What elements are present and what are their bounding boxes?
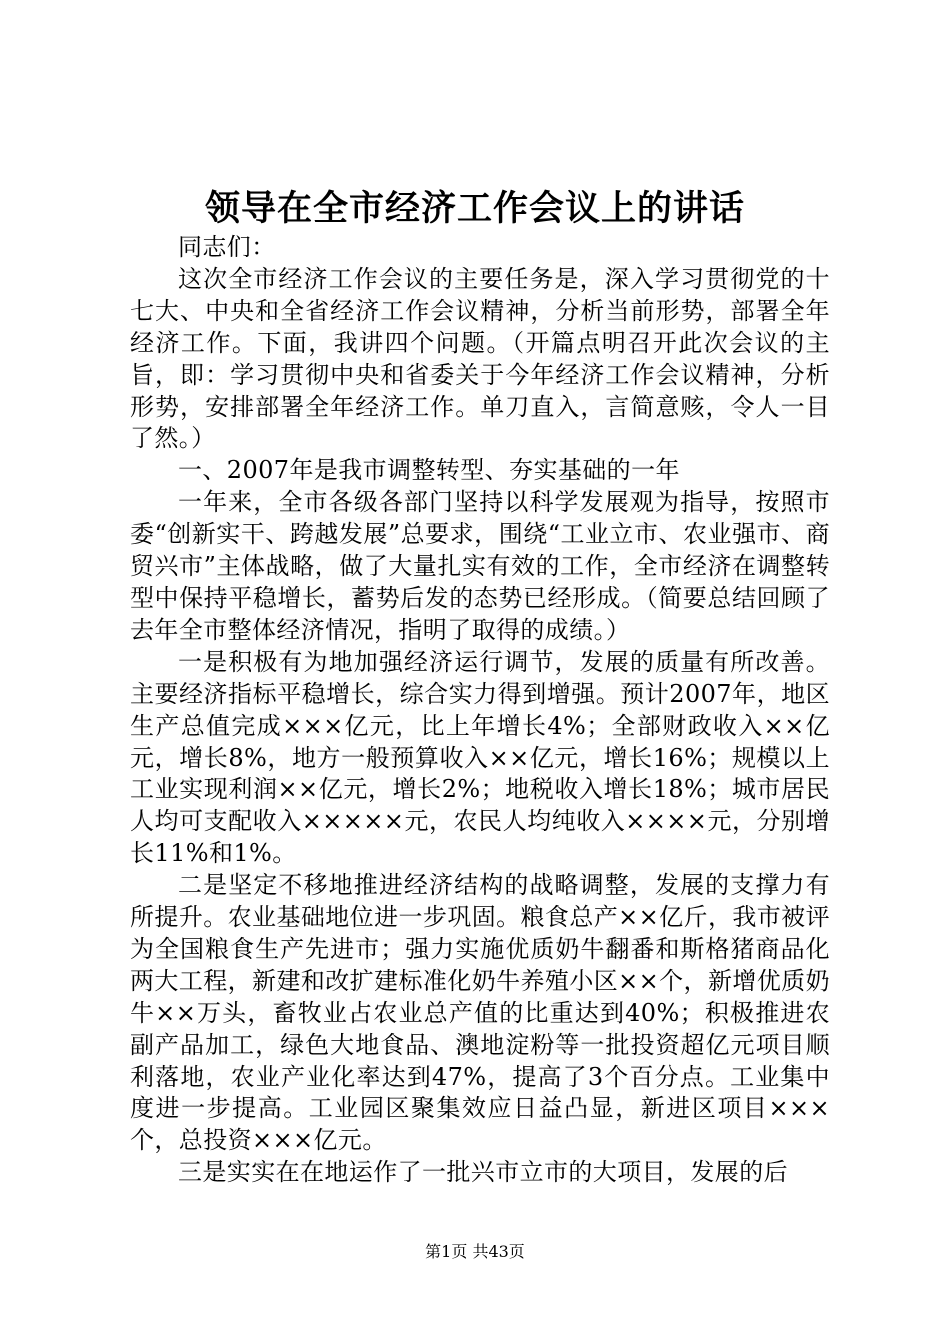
summary-paragraph: 一年来，全市各级各部门坚持以科学发展观为指导，按照市委“创新实干、跨越发展”总要求，围绕“工业立市、农业强市、商贸兴市”主体战略，做了大量扎实有效的工作，全市经济在调整转型中保持平稳增长，蓄势后发的态势已经形成。（简要总结回顾了去年全市整体经济情况，指明了取得的成绩。） (130, 488, 830, 644)
section-heading-1: 一、2007年是我市调整转型、夯实基础的一年 (178, 456, 680, 485)
point-three-paragraph: 三是实实在在地运作了一批兴市立市的大项目，发展的后 (178, 1158, 788, 1187)
point-two-paragraph: 二是坚定不移地推进经济结构的战略调整，发展的支撑力有所提升。农业基础地位进一步巩固。粮食总产××亿斤，我市被评为全国粮食生产先进市；强力实施优质奶牛翻番和斯格猪商品化两大工程，新建和改扩建标准化奶牛养殖小区××个，新增优质奶牛××万头，畜牧业占农业总产值的比重达到40%；积极推进农副产品加工，绿色大地食品、澳地淀粉等一批投资超亿元项目顺利落地，农业产业化率达到47%，提高了3个百分点。工业集中度进一步提高。工业园区聚集效应日益凸显，新进区项目×××个，总投资×××亿元。 (130, 871, 830, 1155)
salutation: 同志们： (178, 233, 276, 261)
document-title: 领导在全市经济工作会议上的讲话 (204, 188, 745, 229)
page-footer: 第1页 共43页 (425, 1242, 525, 1261)
intro-paragraph: 这次全市经济工作会议的主要任务是，深入学习贯彻党的十七大、中央和全省经济工作会议精神，分析当前形势，部署全年经济工作。下面，我讲四个问题。（开篇点明召开此次会议的主旨，即：学习贯彻中央和省委关于今年经济工作会议精神，分析形势，安排部署全年经济工作。单刀直入，言简意赅，令人一目了然。） (130, 264, 830, 453)
document-body (130, 232, 830, 1189)
point-one-paragraph: 一是积极有为地加强经济运行调节，发展的质量有所改善。主要经济指标平稳增长，综合实力得到增强。预计2007年，地区生产总值完成×××亿元，比上年增长4%；全部财政收入××亿元，增长8%，地方一般预算收入××亿元，增长16%；规模以上工业实现利润××亿元，增长2%；地税收入增长18%；城市居民人均可支配收入×××××元，农民人均纯收入××××元，分别增长11%和1%。 (130, 647, 830, 868)
